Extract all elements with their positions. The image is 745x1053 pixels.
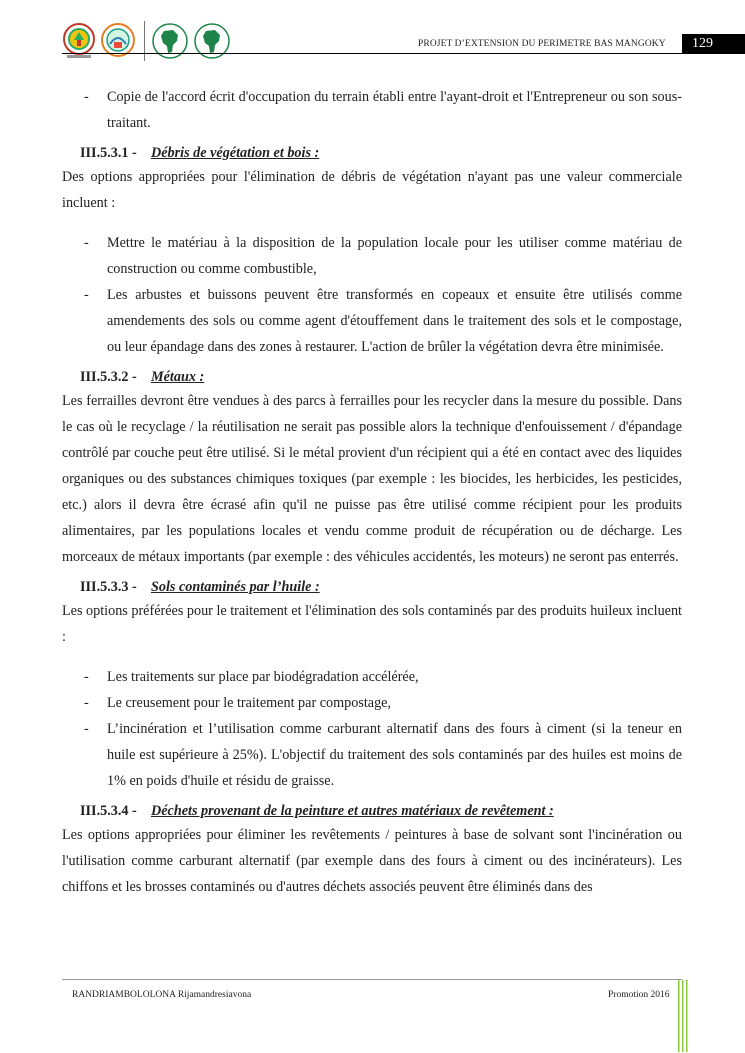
- bullet-dash: -: [84, 235, 89, 251]
- section-paragraph: Des options appropriées pour l'élimination de débris de végétation n'ayant pas une valeur commerciale incluent :: [62, 169, 682, 211]
- section-title: Débris de végétation et bois :: [151, 145, 320, 161]
- university-seal-logo: [62, 22, 96, 60]
- section-number: III.5.3.2 -: [80, 369, 137, 385]
- section-heading: [62, 366, 682, 388]
- section-title: Métaux :: [151, 369, 205, 385]
- list-item: [62, 282, 682, 360]
- list-item-text: Les traitements sur place par biodégradation accélérée,: [107, 669, 419, 685]
- footer-rule: [62, 979, 682, 980]
- section-paragraph: Les ferrailles devront être vendues à des parcs à ferrailles pour les recycler dans la mesure du possible. Dans le cas où le recyclage / la réutilisation ne serait pas possible alors la technique d'enfouissement / d'épandage contrôlé par couche peut être utilisé. Si le métal provient d'un récipient qui a été en contact avec des liquides organiques ou des substances chimiques toxiques (par exemple : les biocides, les herbicides, les pesticides, etc.) alors il devra être écrasé afin qu'il ne puisse pas être utilisé comme récipient pour les produits alimentaires, par les populations locales et vendu comme produit de récupération ou de décharge. Les morceaux de métaux importants (par exemple : des véhicules accidentés, les moteurs) ne seront pas enterrés.: [62, 393, 682, 565]
- list-item: [62, 716, 682, 794]
- page-number: 129: [682, 34, 745, 54]
- intro-list: [62, 84, 682, 136]
- header-rule: [62, 53, 682, 54]
- bullet-dash: -: [84, 89, 89, 105]
- afdb-africa-logo-1: [151, 22, 189, 60]
- agriculture-school-logo: [100, 22, 136, 60]
- section-heading: [62, 800, 682, 822]
- footer-promotion: Promotion 2016: [608, 990, 670, 1000]
- section-paragraph: Les options préférées pour le traitement et l'élimination des sols contaminés par des produits huileux incluent :: [62, 603, 682, 645]
- list-item-text: Les arbustes et buissons peuvent être transformés en copeaux et ensuite être utilisés comme amendements des sols ou comme agent d'étouffement dans le traitement des sols et le compostage, ou leur épandage dans des zones à restaurer. L'action de brûler la végétation devra être minimisée.: [107, 287, 682, 355]
- section-paragraph: Les options appropriées pour éliminer les revêtements / peintures à base de solvant sont l'incinération ou l'utilisation comme carburant alternatif (par exemple dans des fours à ciment ou des incinérateurs). Les chiffons et les brosses contaminés ou d'autres déchets associés peuvent être éliminés dans des: [62, 827, 682, 895]
- bullet-dash: -: [84, 721, 89, 737]
- footer-decorative-bars: [678, 980, 690, 1052]
- list-item: [62, 230, 682, 282]
- section-heading: [62, 576, 682, 598]
- section-list: [62, 230, 682, 360]
- list-item-text: Mettre le matériau à la disposition de la population locale pour les utiliser comme matériau de construction ou comme combustible,: [107, 235, 682, 277]
- list-item-text: Le creusement pour le traitement par compostage,: [107, 695, 392, 711]
- section-number: III.5.3.3 -: [80, 579, 137, 595]
- bullet-dash: -: [84, 287, 89, 303]
- bullet-dash: -: [84, 695, 89, 711]
- list-item-text: Copie de l'accord écrit d'occupation du terrain établi entre l'ayant-droit et l'Entrepreneur ou son sous-traitant.: [107, 89, 682, 131]
- list-item: [62, 84, 682, 136]
- footer-author: RANDRIAMBOLOLONA Rijamandresiavona: [72, 990, 252, 1000]
- section-number: III.5.3.1 -: [80, 145, 137, 161]
- section-heading: [62, 142, 682, 164]
- list-item-text: L’incinération et l’utilisation comme carburant alternatif dans des fours à ciment (si la teneur en huile est supérieure à 25%). L'objectif du traitement des sols contaminés par des huiles est moins de 1% en poids d'huile et résidu de graisse.: [107, 721, 682, 789]
- list-item: [62, 690, 682, 716]
- section-title: Déchets provenant de la peinture et autres matériaux de revêtement :: [151, 803, 554, 819]
- header-logos: [62, 20, 235, 62]
- section-title: Sols contaminés par l’huile :: [151, 579, 320, 595]
- logo-divider: [144, 21, 145, 61]
- bullet-dash: -: [84, 669, 89, 685]
- afdb-africa-logo-2: [193, 22, 231, 60]
- document-body: [62, 84, 682, 900]
- section-number: III.5.3.4 -: [80, 803, 137, 819]
- header-title: PROJET D’EXTENSION DU PERIMETRE BAS MANGOKY: [418, 39, 666, 49]
- list-item: [62, 664, 682, 690]
- section-list: [62, 664, 682, 794]
